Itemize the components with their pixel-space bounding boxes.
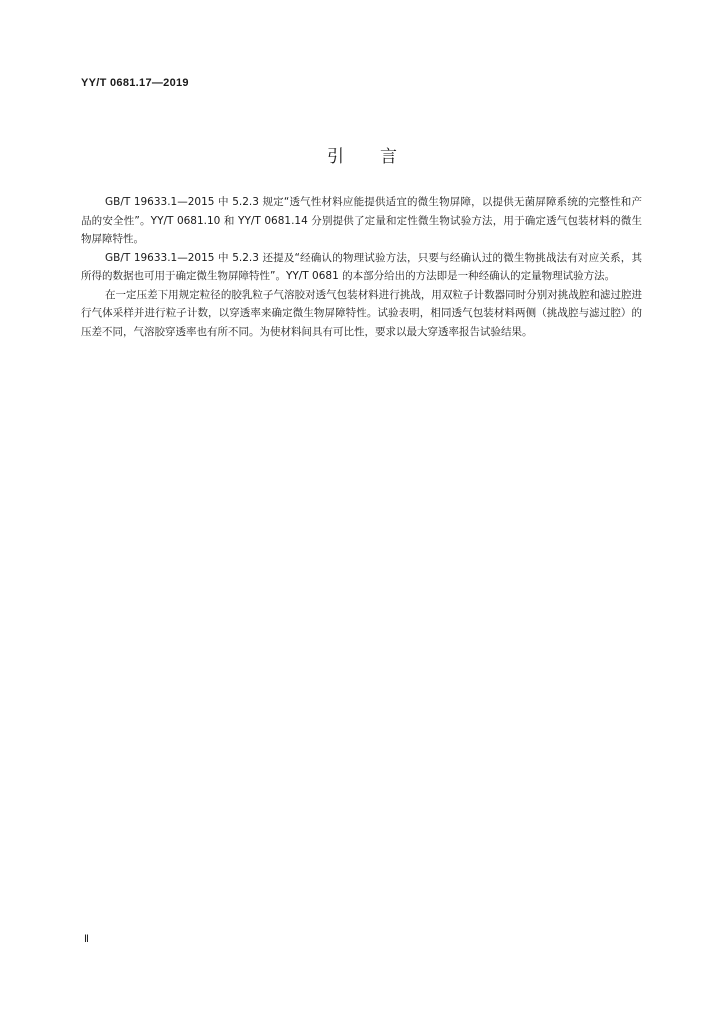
section-title: 引言 — [327, 147, 433, 167]
introduction-body — [81, 193, 642, 341]
paragraph: 在一定压差下用规定粒径的胶乳粒子气溶胶对透气包装材料进行挑战，用双粒子计数器同时分别对挑战腔和滤过腔进行气体采样并进行粒子计数，以穿透率来确定微生物屏障特性。试验表明，相同透气包装材料两侧（挑战腔与滤过腔）的压差不同，气溶胶穿透率也有所不同。为使材料间具有可比性，要求以最大穿透率报告试验结果。 — [81, 288, 642, 338]
document-number-header: YY/T 0681.17—2019 — [81, 77, 189, 89]
paragraph: GB/T 19633.1—2015 中 5.2.3 规定“透气性材料应能提供适宜的微生物屏障，以提供无菌屏障系统的完整性和产品的安全性”。YY/T 0681.10 和 YY/T 0681.14 分别提供了定量和定性微生物试验方法，用于确定透气包装材料的微生物屏障特性。 — [81, 196, 642, 245]
paragraph: GB/T 19633.1—2015 中 5.2.3 还提及“经确认的物理试验方法，只要与经确认过的微生物挑战法有对应关系，其所得的数据也可用于确定微生物屏障特性”。YY/T 0681 的本部分给出的方法即是一种经确认的定量物理试验方法。 — [81, 251, 642, 282]
page-number: Ⅱ — [84, 934, 89, 945]
